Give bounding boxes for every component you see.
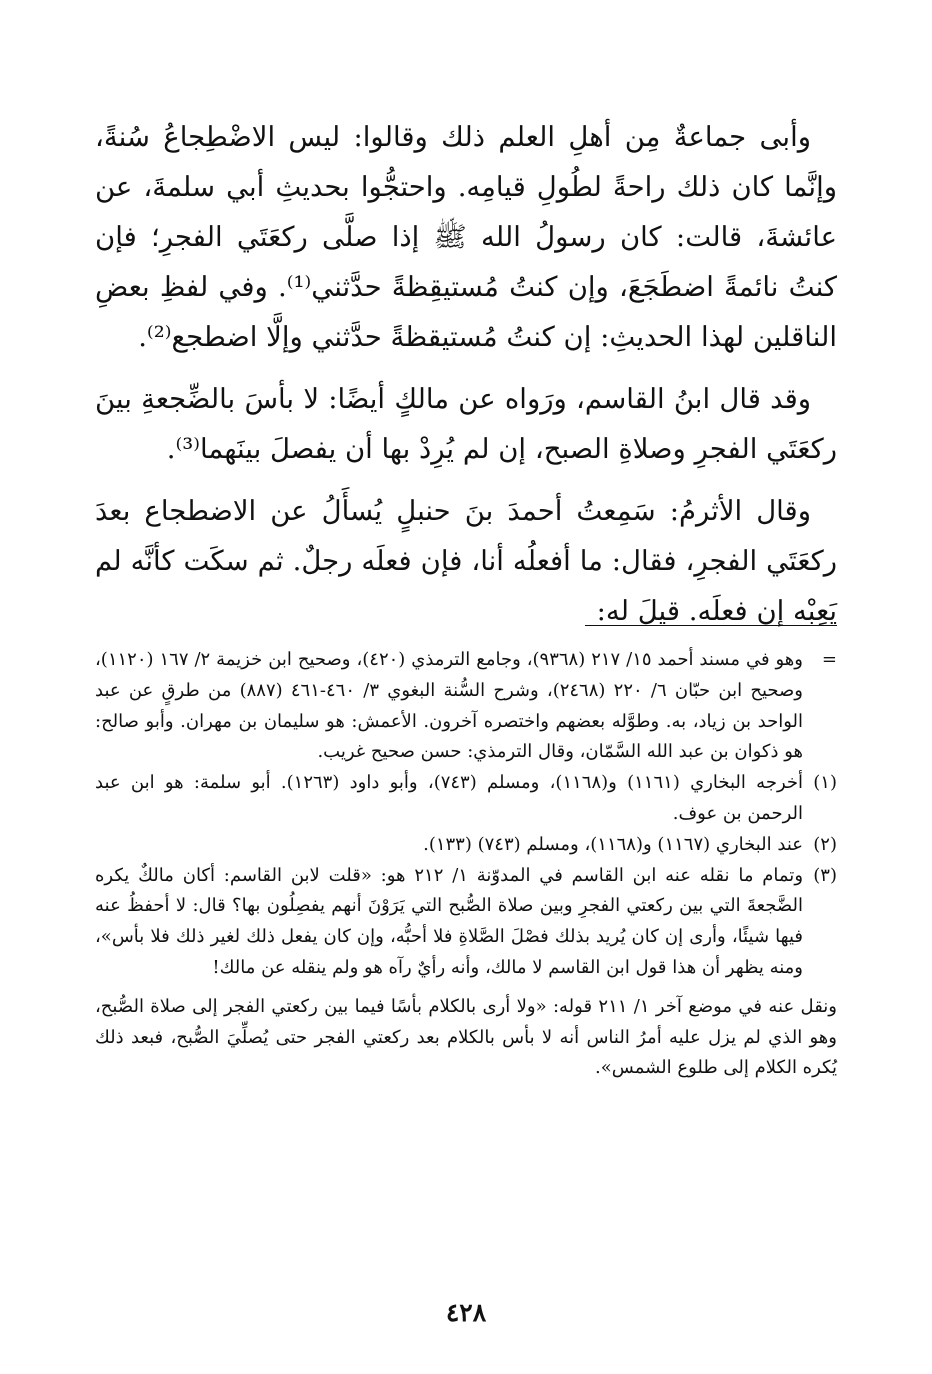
footnote-marker: (٢) bbox=[813, 833, 837, 855]
footnote-separator bbox=[585, 625, 837, 626]
footnote-3 bbox=[95, 861, 837, 984]
footnotes bbox=[95, 645, 837, 1084]
footnote-marker: (٣) bbox=[813, 864, 837, 886]
footnote-2 bbox=[95, 830, 837, 861]
footnote-1 bbox=[95, 768, 837, 830]
footnote-marker: = bbox=[821, 649, 837, 670]
footnote-text: وتمام ما نقله عنه ابن القاسم في المدوّنة ١/ ٢١٢ هو: «قلت لابن القاسم: أكان مالكٌ يكره الضَّجعةَ التي بين ركعتي الفجرِ وبين صلاة الصُّبح التي يَرَوْنَ أنهم يفصِلُون بها؟ قال: لا أحفظُ عنه فيها شيئًا، وأرى إن كان يُريد بذلك فصْلَ الصَّلاةِ فلا أحبُّه، وإن كان يفعل ذلك لغير ذلك فلا بأس»، ومنه يظهر أن هذا قول ابن القاسم لا مالك، وأنه رأيٌ رآه هو ولم ينقله عن مالك! bbox=[95, 864, 804, 978]
main-paragraph-1: وأبى جماعةٌ مِن أهلِ العلم ذلك وقالوا: ليس الاضْطِجاعُ سُنةً، وإنَّما كان ذلك راحةً لطُولِ قيامِه. واحتجُّوا بحديثِ أبي سلمةَ، عن عائشةَ، قالت: كان رسولُ الله ﷺ إذا صلَّى ركعَتَي الفجرِ؛ فإن كنتُ نائمةً اضطَجَعَ، وإن كنتُ مُستيقِظةً حدَّثني⁽¹⁾. وفي لفظِ بعضِ الناقلين لهذا الحديثِ: إن كنتُ مُستيقظةً حدَّثني وإلَّا اضطجع⁽²⁾. bbox=[95, 121, 837, 353]
main-text bbox=[95, 112, 837, 636]
main-paragraph-2: وقد قال ابنُ القاسم، ورَواه عن مالكٍ أيضًا: لا بأسَ بالضِّجعةِ بينَ ركعَتَي الفجرِ وصلاةِ الصبح، إن لم يُرِدْ بها أن يفصلَ بينَهما⁽³⁾. bbox=[95, 383, 837, 465]
footnote-continued bbox=[95, 645, 837, 768]
footnote-3-continuation: ونقل عنه في موضع آخر ١/ ٢١١ قوله: «ولا أرى بالكلام بأسًا فيما بين ركعتي الفجر إلى صلاة الصُّبح، وهو الذي لم يزل عليه أمرُ الناس أنه لا بأس بالكلام بعد ركعتي الفجر حتى يُصلِّيَ الصُّبح، فبعد ذلك يُكره الكلام إلى طلوع الشمس». bbox=[95, 995, 837, 1079]
main-paragraph-3: وقال الأثرمُ: سَمِعتُ أحمدَ بنَ حنبلٍ يُسأَلُ عن الاضطجاع بعدَ ركعَتَي الفجرِ، فقال: ما أفعلُه أنا، فإن فعلَه رجلٌ. ثم سكَت كأنَّه لم يَعِبْه إن فعلَه. قيلَ له: bbox=[95, 495, 837, 627]
footnote-text: عند البخاري (١١٦٧) و(١١٦٨)، ومسلم (٧٤٣) (١٣٣). bbox=[423, 833, 803, 855]
page-number: ٤٢٨ bbox=[445, 1298, 487, 1327]
footnote-text: وهو في مسند أحمد ١٥/ ٢١٧ (٩٣٦٨)، وجامع الترمذي (٤٢٠)، وصحيح ابن خزيمة ٢/ ١٦٧ (١١٢٠)، وصحيح ابن حبّان ٦/ ٢٢٠ (٢٤٦٨)، وشرح السُّنة البغوي ٣/ ٤٦٠-٤٦١ (٨٨٧) من طرقٍ عن عبد الواحد بن زياد، به. وطوَّله بعضهم واختصره آخرون. الأعمش: هو سليمان بن مهران. وأبو صالح: هو ذكوان بن عبد الله السَّمّان، وقال الترمذي: حسن صحيح غريب. bbox=[95, 649, 803, 763]
footnote-marker: (١) bbox=[813, 772, 837, 794]
footnote-text: أخرجه البخاري (١١٦١) و(١١٦٨)، ومسلم (٧٤٣)، وأبو داود (١٢٦٣). أبو سلمة: هو ابن عبد الرحمن بن عوف. bbox=[95, 772, 804, 824]
